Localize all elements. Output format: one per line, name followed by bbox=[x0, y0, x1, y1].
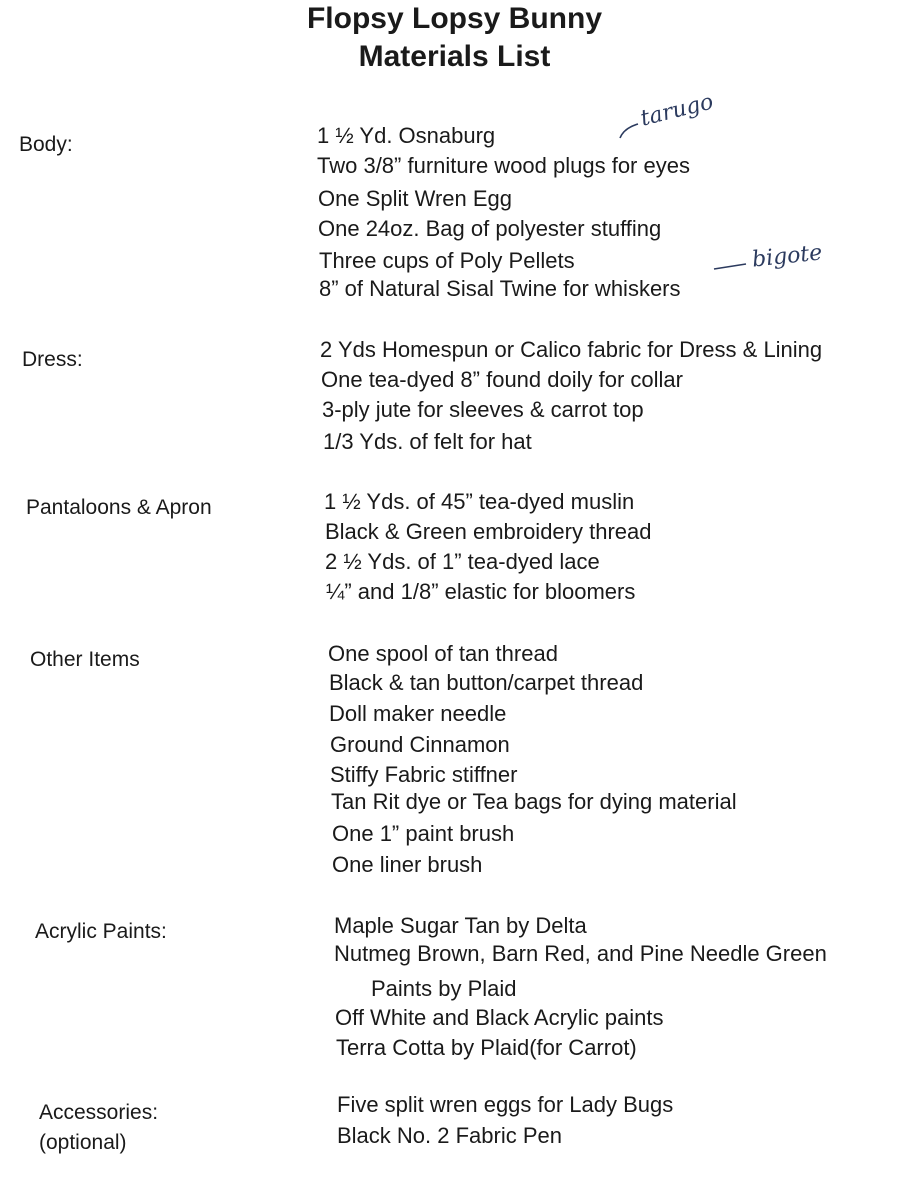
section-label-optional: (optional) bbox=[39, 1131, 127, 1154]
handwritten-stroke bbox=[616, 118, 646, 142]
section-label-accessories: Accessories: bbox=[39, 1101, 159, 1124]
list-item: Five split wren eggs for Lady Bugs bbox=[337, 1092, 674, 1117]
section-label-paints: Acrylic Paints: bbox=[35, 920, 167, 943]
list-item: One liner brush bbox=[332, 852, 483, 877]
handwritten-note-text: bigote bbox=[750, 240, 824, 273]
list-item: One Split Wren Egg bbox=[318, 186, 513, 211]
handwritten-note-text: tarugo bbox=[638, 89, 716, 132]
section-label-body: Body: bbox=[19, 133, 73, 156]
list-item: 8” of Natural Sisal Twine for whiskers bbox=[319, 276, 681, 301]
list-item: ¼” and 1/8” elastic for bloomers bbox=[326, 579, 636, 604]
list-item: Black No. 2 Fabric Pen bbox=[337, 1123, 562, 1148]
section-label-dress: Dress: bbox=[22, 348, 83, 371]
list-item: 3-ply jute for sleeves & carrot top bbox=[322, 397, 644, 422]
list-item: Tan Rit dye or Tea bags for dying material bbox=[331, 789, 737, 814]
handwritten-stroke bbox=[712, 256, 752, 276]
list-item: One 24oz. Bag of polyester stuffing bbox=[318, 216, 662, 241]
title-line-2: Materials List bbox=[358, 40, 551, 73]
list-item: 2 Yds Homespun or Calico fabric for Dress & Lining bbox=[320, 337, 823, 362]
section-label-other: Other Items bbox=[30, 648, 140, 671]
handwritten-note-tarugo bbox=[638, 89, 716, 131]
list-item: 1 ½ Yd. Osnaburg bbox=[317, 123, 496, 148]
list-item: Ground Cinnamon bbox=[330, 732, 510, 757]
list-item: One 1” paint brush bbox=[332, 821, 515, 846]
list-item: 1 ½ Yds. of 45” tea-dyed muslin bbox=[324, 489, 635, 514]
title-line-1: Flopsy Lopsy Bunny bbox=[306, 2, 603, 35]
list-item: Terra Cotta by Plaid(for Carrot) bbox=[336, 1035, 637, 1060]
list-item: Paints by Plaid bbox=[371, 976, 517, 1001]
list-item: Stiffy Fabric stiffner bbox=[330, 762, 518, 787]
list-item: Three cups of Poly Pellets bbox=[319, 248, 575, 273]
section-label-pantaloons: Pantaloons & Apron bbox=[26, 496, 212, 519]
list-item: One tea-dyed 8” found doily for collar bbox=[321, 367, 683, 392]
list-item: 1/3 Yds. of felt for hat bbox=[323, 429, 532, 454]
list-item: One spool of tan thread bbox=[328, 641, 558, 666]
list-item: Nutmeg Brown, Barn Red, and Pine Needle Green bbox=[334, 941, 827, 966]
list-item: Black & tan button/carpet thread bbox=[329, 670, 644, 695]
list-item: Two 3/8” furniture wood plugs for eyes bbox=[317, 153, 690, 178]
list-item: 2 ½ Yds. of 1” tea-dyed lace bbox=[325, 549, 600, 574]
list-item: Off White and Black Acrylic paints bbox=[335, 1005, 664, 1030]
list-item: Maple Sugar Tan by Delta bbox=[334, 913, 587, 938]
list-item: Black & Green embroidery thread bbox=[325, 519, 652, 544]
list-item: Doll maker needle bbox=[329, 701, 507, 726]
handwritten-note-bigote bbox=[751, 240, 824, 272]
